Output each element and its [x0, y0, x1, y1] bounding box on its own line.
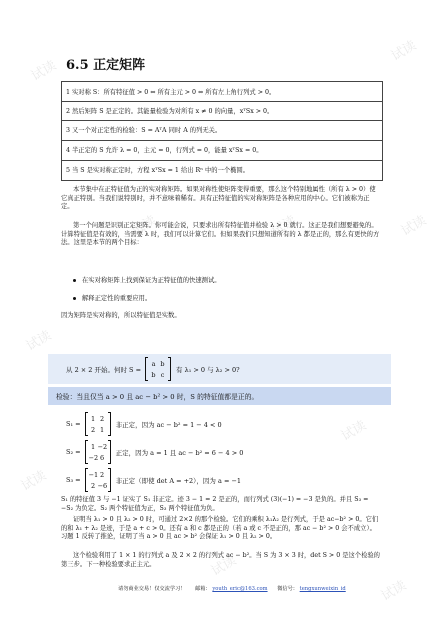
list-item — [61, 275, 221, 284]
matrix-cell: b — [160, 359, 165, 368]
section-title: 6.5 正定矩阵 — [66, 58, 146, 73]
matrix-cell: 2 — [91, 481, 96, 490]
matrix-label: S₃ = — [66, 476, 81, 484]
summary-line: 3 又一个对正定性的检验：S = AᵀA 同时 A 的列无关。 — [66, 127, 222, 134]
matrix-cell: 2 — [100, 470, 105, 479]
watermark: 试读 — [128, 213, 160, 240]
matrix-cell: 1 — [91, 414, 96, 423]
summary-line: 1 实对称 S：所有特征值 > 0 ⇔ 所有主元 > 0 ⇔ 所有左上角行列式 > 0。 — [66, 89, 276, 96]
matrix-cell: 1 — [91, 442, 96, 451]
footer — [118, 585, 346, 592]
matrix-cell: 6 — [100, 453, 105, 462]
matrix-cell: 1 — [100, 425, 105, 434]
matrix-bracket — [145, 357, 148, 381]
matrix-cell: −2 — [97, 442, 108, 451]
list-item-text: 在实对称矩阵上找到保证为正特征值的快速测试。 — [82, 277, 221, 284]
matrix-cell: c — [160, 370, 165, 379]
watermark: 试读 — [398, 213, 430, 240]
watermark: 试读 — [338, 418, 370, 445]
matrix-cell: a — [151, 359, 156, 368]
matrix-note: 非正定，因为 ac − b² = 1 − 4 < 0 — [115, 420, 222, 429]
matrix-bracket — [108, 412, 111, 436]
list-item — [61, 293, 151, 302]
question-prefix: 从 2 × 2 开始。何时 S = — [66, 365, 142, 374]
matrix-bracket — [85, 440, 88, 464]
summary-divider — [62, 140, 382, 141]
matrix-cell: b — [151, 370, 156, 379]
question-line — [66, 357, 240, 381]
matrix-bracket — [108, 468, 111, 492]
example-matrix-row — [66, 440, 243, 464]
watermark: 试读 — [378, 578, 410, 605]
example-matrix — [89, 443, 107, 462]
paragraph: S₁ 的特征值 3 与 −1 证实了 S₁ 非正定。迹 3 − 1 = 2 是正的，而行列式 (3)(−1) = −3 是负的。并且 S₃ = −S₂ 为负定。S₂ 两个特征值为正，S₃ 两个特征值为负。 — [61, 496, 369, 512]
summary-line: 2 然后矩阵 S 是正定的。其能量检验为对所有 x ≠ 0 的向量，xᵀSx > 0。 — [66, 108, 274, 115]
watermark: 试读 — [18, 468, 50, 495]
footer-wechat-id[interactable]: tengxunweixin_id — [299, 586, 346, 592]
paragraph: 证明当 λ₁ > 0 且 λ₂ > 0 时，可通过 2×2 的那个检验。它们的乘积 λ₁λ₂ 是行列式，于是 ac−b² > 0。它们的和 λ₁ + λ₂ 是迹，于是 a + c > 0。还有 a 和 c 都是正的（若 a 或 c 不是正的，那 ac − b² > 0 会不成立）。习题 1 反转了推论，证明了当 a > 0 且 ac > b² 会保证 λ₁ > 0 且 λ₂ > 0。 — [61, 516, 379, 541]
question-suffix: 有 λ₁ > 0 与 λ₂ > 0? — [176, 365, 240, 374]
matrix-bracket — [168, 357, 171, 381]
test-statement: 检验：当且仅当 a > 0 且 ac − b² > 0 时，S 的特征值都是正的。 — [56, 393, 259, 401]
matrix-cell: 2 — [100, 414, 105, 423]
footer-email-link[interactable]: youth_eric@163.com — [212, 586, 268, 592]
summary-line: 5 当 S 是实对称正定时，方程 xᵀSx = 1 给出 Rⁿ 中的一个椭圆。 — [66, 167, 250, 174]
summary-divider — [62, 101, 382, 102]
paragraph: 这个检验利用了 1 × 1 的行列式 a 及 2 × 2 的行列式 ac − b²。当 S 为 3 × 3 时，det S > 0 是这个检验的第三步。下一种检验要求正主元。 — [61, 552, 380, 568]
example-matrix — [89, 415, 107, 434]
bullet-icon — [73, 279, 76, 282]
matrix-cell: 2 — [91, 425, 96, 434]
matrix-label: S₁ = — [66, 420, 81, 428]
watermark: 试读 — [388, 38, 420, 65]
watermark: 试读 — [28, 58, 60, 85]
list-item-text: 解释正定性的重要应用。 — [82, 295, 152, 302]
matrix-note: 正定，因为 a = 1 且 ac − b² = 6 − 4 > 0 — [115, 448, 244, 457]
matrix-cell: −6 — [97, 481, 108, 490]
footer-mail-label: 邮箱： — [195, 586, 211, 592]
matrix-bracket — [85, 468, 88, 492]
matrix-note: 非正定（即使 det A = +2），因为 a = −1 — [115, 476, 242, 485]
matrix-label: S₂ = — [66, 448, 81, 456]
summary-box — [61, 81, 383, 181]
question-matrix — [149, 360, 167, 379]
watermark: 试读 — [23, 328, 55, 355]
paragraph: 本节集中在正特征值为正的实对称矩阵。如果对称性使矩阵变得重要，那么这个特别地属性（所有 λ > 0）使它真正特别。当我们说特别时，并不意味着稀有。具有正特征值的实对称矩阵是各种应用的中心。它们被称为正定。 — [61, 186, 376, 211]
matrix-cell: −1 — [88, 470, 99, 479]
matrix-bracket — [108, 440, 111, 464]
watermark: 试读 — [268, 213, 300, 240]
summary-line: 4 半正定的 S 允许 λ = 0，主元 = 0，行列式 = 0，能量 xᵀSx = 0。 — [66, 147, 263, 154]
matrix-bracket — [85, 412, 88, 436]
example-matrix — [89, 471, 107, 490]
example-matrix-row — [66, 468, 241, 492]
footer-notice: 请勿商业交易！仅交流学习！ — [118, 586, 186, 592]
example-matrix-row — [66, 412, 222, 436]
footer-wechat-label: 微信号： — [277, 586, 298, 592]
summary-divider — [62, 160, 382, 161]
paragraph: 因为矩阵是实对称的，所以特征值是实数。 — [61, 312, 181, 319]
watermark: 试读 — [208, 553, 240, 580]
matrix-cell: −2 — [88, 453, 99, 462]
summary-divider — [62, 120, 382, 121]
bullet-icon — [73, 297, 76, 300]
paragraph: 第一个问题是识别正定矩阵。你可能会说，只要求出所有特征值并检验 λ > 0 就行。这正是我们想要避免的。计算特征值是有效的，当需要 λ 时，我们可以计算它们。但如果我们只想知道所有的 λ 都是正的，那么有更快的方法。这里是本节的两个目标： — [61, 222, 380, 247]
